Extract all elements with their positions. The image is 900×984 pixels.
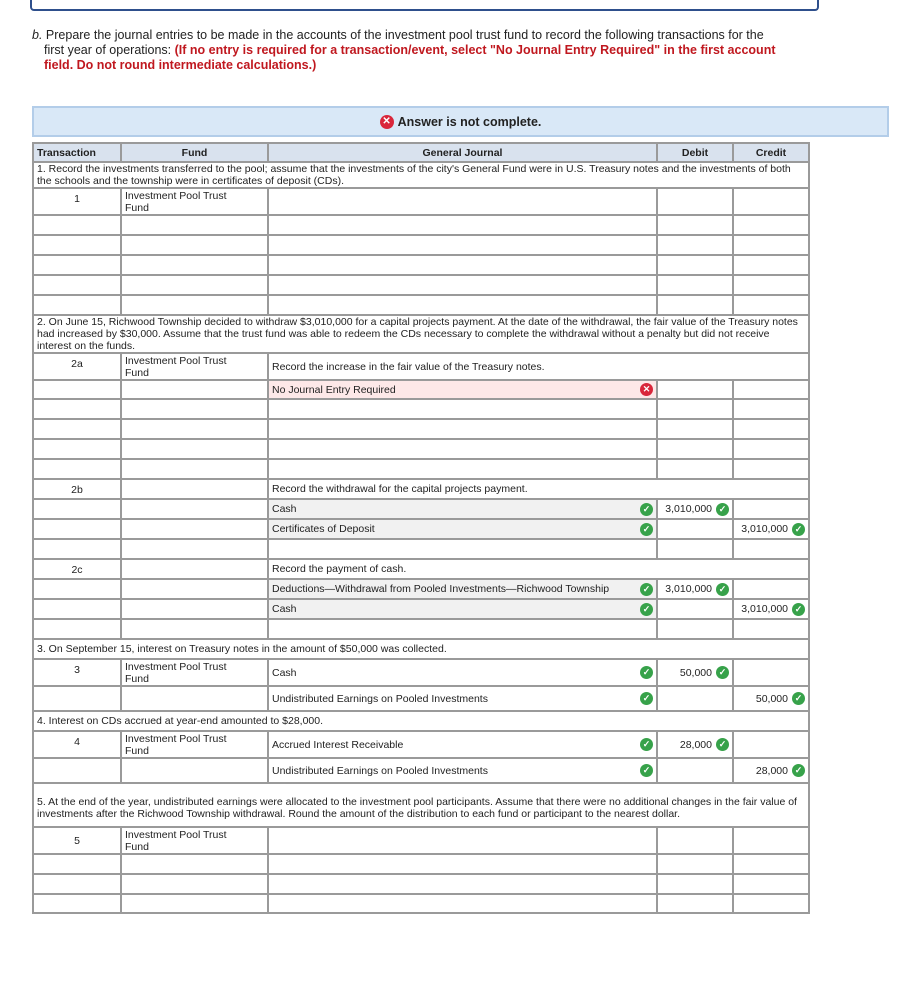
previous-panel-frame bbox=[30, 0, 819, 11]
account-input[interactable] bbox=[268, 188, 657, 215]
account-input[interactable] bbox=[268, 399, 657, 419]
debit-input[interactable] bbox=[657, 255, 733, 275]
entry-note: Record the payment of cash. bbox=[268, 559, 809, 579]
table-row bbox=[33, 399, 809, 419]
table-row bbox=[33, 731, 809, 758]
debit-input[interactable] bbox=[657, 459, 733, 479]
account-input[interactable] bbox=[268, 439, 657, 459]
account-value: Certificates of Deposit bbox=[272, 523, 375, 535]
account-value: Accrued Interest Receivable bbox=[272, 738, 404, 751]
transaction-2-description: 2. On June 15, Richwood Township decided to withdraw $3,010,000 for a capital projects payment. At the date of the withdrawal, the fair value of the Treasury notes had increased by $30,000. Assume that the trust fund was able to redeem the CDs necessary to complete the withdrawal without a penalty but did not receive interest on the funds. bbox=[33, 315, 809, 353]
account-input[interactable] bbox=[268, 827, 657, 854]
credit-input[interactable] bbox=[733, 419, 809, 439]
account-input[interactable] bbox=[268, 419, 657, 439]
debit-input[interactable] bbox=[657, 599, 733, 619]
debit-input[interactable] bbox=[657, 499, 733, 519]
table-row bbox=[33, 419, 809, 439]
fund-name-line2: Fund bbox=[125, 673, 149, 685]
credit-input[interactable] bbox=[733, 439, 809, 459]
credit-input[interactable] bbox=[733, 894, 809, 913]
table-row bbox=[33, 439, 809, 459]
account-input[interactable] bbox=[268, 758, 657, 783]
transaction-3-description-row bbox=[33, 639, 809, 659]
check-icon: ✓ bbox=[792, 692, 805, 705]
table-row bbox=[33, 353, 809, 380]
debit-input[interactable] bbox=[657, 519, 733, 539]
debit-value: 3,010,000 bbox=[665, 503, 712, 515]
entry-note: Record the increase in the fair value of the Treasury notes. bbox=[268, 353, 809, 380]
debit-input[interactable] bbox=[657, 686, 733, 711]
answer-status-banner bbox=[32, 106, 889, 137]
transaction-1-description: 1. Record the investments transferred to the pool; assume that the investments of the city's General Fund were in U.S. Treasury notes and the investments of both the schools and the township were in certificates of deposit (CDs). bbox=[33, 162, 809, 188]
debit-value: 50,000 bbox=[679, 666, 712, 679]
credit-input[interactable] bbox=[733, 686, 809, 711]
account-input[interactable] bbox=[268, 619, 657, 639]
transaction-5-description: 5. At the end of the year, undistributed earnings were allocated to the investment pool participants. Assume that there were no additional changes in the fair value of investments after the Richwood Township withdrawal. Round the amount of the distribution to each fund or participant to the nearest dollar. bbox=[33, 783, 809, 827]
account-input[interactable] bbox=[268, 539, 657, 559]
table-row bbox=[33, 619, 809, 639]
table-row bbox=[33, 579, 809, 599]
x-circle-icon: ✕ bbox=[380, 115, 394, 129]
debit-input[interactable] bbox=[657, 659, 733, 686]
debit-input[interactable] bbox=[657, 731, 733, 758]
header-transaction: Transaction bbox=[33, 143, 121, 162]
check-icon: ✓ bbox=[640, 666, 653, 679]
fund-cell bbox=[121, 827, 268, 854]
credit-input[interactable] bbox=[733, 579, 809, 599]
check-icon: ✓ bbox=[716, 738, 729, 751]
credit-input[interactable] bbox=[733, 519, 809, 539]
transaction-number: 1 bbox=[33, 188, 121, 215]
debit-input[interactable] bbox=[657, 380, 733, 399]
credit-input[interactable] bbox=[733, 275, 809, 295]
debit-input[interactable] bbox=[657, 854, 733, 874]
fund-name-line2: Fund bbox=[125, 841, 149, 853]
table-row bbox=[33, 215, 809, 235]
debit-input[interactable] bbox=[657, 419, 733, 439]
check-icon: ✓ bbox=[640, 523, 653, 536]
transaction-number: 3 bbox=[33, 659, 121, 686]
credit-input[interactable] bbox=[733, 499, 809, 519]
credit-input[interactable] bbox=[733, 380, 809, 399]
transaction-number: 2b bbox=[33, 479, 121, 499]
table-row bbox=[33, 188, 809, 215]
check-icon: ✓ bbox=[640, 764, 653, 777]
account-value: No Journal Entry Required bbox=[272, 383, 396, 396]
account-input[interactable] bbox=[268, 380, 657, 399]
fund-name-line1: Investment Pool Trust bbox=[125, 661, 227, 673]
fund-name-line1: Investment Pool Trust bbox=[125, 190, 227, 202]
fund-cell bbox=[121, 353, 268, 380]
credit-input[interactable] bbox=[733, 295, 809, 315]
credit-value: 28,000 bbox=[755, 764, 788, 777]
entry-note: Record the withdrawal for the capital projects payment. bbox=[268, 479, 809, 499]
fund-name-line2: Fund bbox=[125, 745, 149, 757]
transaction-1-description-row bbox=[33, 162, 809, 188]
credit-input[interactable] bbox=[733, 827, 809, 854]
credit-input[interactable] bbox=[733, 758, 809, 783]
account-value: Cash bbox=[272, 666, 297, 679]
credit-value: 3,010,000 bbox=[741, 603, 788, 615]
account-input[interactable] bbox=[268, 659, 657, 686]
header-fund: Fund bbox=[121, 143, 268, 162]
table-row bbox=[33, 827, 809, 854]
debit-input[interactable] bbox=[657, 758, 733, 783]
credit-input[interactable] bbox=[733, 874, 809, 894]
debit-input[interactable] bbox=[657, 874, 733, 894]
account-value: Cash bbox=[272, 503, 297, 515]
debit-input[interactable] bbox=[657, 275, 733, 295]
table-row bbox=[33, 854, 809, 874]
table-row bbox=[33, 686, 809, 711]
fund-name-line1: Investment Pool Trust bbox=[125, 733, 227, 745]
header-general-journal: General Journal bbox=[268, 143, 657, 162]
table-row bbox=[33, 894, 809, 913]
debit-input[interactable] bbox=[657, 894, 733, 913]
account-input[interactable] bbox=[268, 275, 657, 295]
fund-name-line1: Investment Pool Trust bbox=[125, 355, 227, 367]
transaction-number: 2a bbox=[33, 353, 121, 380]
check-icon: ✓ bbox=[640, 503, 653, 516]
table-row bbox=[33, 255, 809, 275]
account-input[interactable] bbox=[268, 854, 657, 874]
instructions-text-2: first year of operations: bbox=[44, 43, 175, 57]
credit-input[interactable] bbox=[733, 255, 809, 275]
debit-input[interactable] bbox=[657, 619, 733, 639]
account-input[interactable] bbox=[268, 499, 657, 519]
check-icon: ✓ bbox=[716, 583, 729, 596]
fund-name-line2: Fund bbox=[125, 202, 149, 214]
transaction-3-description: 3. On September 15, interest on Treasury notes in the amount of $50,000 was collected. bbox=[33, 639, 809, 659]
fund-name-line1: Investment Pool Trust bbox=[125, 829, 227, 841]
transaction-number: 4 bbox=[33, 731, 121, 758]
instructions-warning-1: (If no entry is required for a transaction/event, select "No Journal Entry Required" in the first account bbox=[174, 43, 776, 57]
debit-input[interactable] bbox=[657, 188, 733, 215]
check-icon: ✓ bbox=[640, 692, 653, 705]
account-value: Deductions—Withdrawal from Pooled Investments—Richwood Township bbox=[272, 583, 610, 595]
table-row bbox=[33, 559, 809, 579]
table-row bbox=[33, 659, 809, 686]
account-value: Cash bbox=[272, 603, 297, 615]
credit-input[interactable] bbox=[733, 235, 809, 255]
debit-value: 28,000 bbox=[679, 738, 712, 751]
header-debit: Debit bbox=[657, 143, 733, 162]
check-icon: ✓ bbox=[640, 583, 653, 596]
debit-input[interactable] bbox=[657, 235, 733, 255]
header-credit: Credit bbox=[733, 143, 809, 162]
table-row bbox=[33, 295, 809, 315]
incorrect-icon: ✕ bbox=[640, 383, 653, 396]
account-input[interactable] bbox=[268, 519, 657, 539]
transaction-number: 2c bbox=[33, 559, 121, 579]
debit-input[interactable] bbox=[657, 579, 733, 599]
credit-input[interactable] bbox=[733, 599, 809, 619]
account-input[interactable] bbox=[268, 235, 657, 255]
transaction-2-description-row bbox=[33, 315, 809, 353]
header-row bbox=[33, 143, 809, 162]
credit-input[interactable] bbox=[733, 539, 809, 559]
credit-input[interactable] bbox=[733, 854, 809, 874]
debit-input[interactable] bbox=[657, 539, 733, 559]
instructions-text: Prepare the journal entries to be made in the accounts of the investment pool trust fund to record the following transactions for the bbox=[42, 28, 764, 42]
account-input[interactable] bbox=[268, 686, 657, 711]
check-icon: ✓ bbox=[640, 603, 653, 616]
transaction-number: 5 bbox=[33, 827, 121, 854]
table-row bbox=[33, 459, 809, 479]
credit-input[interactable] bbox=[733, 399, 809, 419]
credit-input[interactable] bbox=[733, 459, 809, 479]
credit-value: 50,000 bbox=[755, 692, 788, 705]
table-row bbox=[33, 235, 809, 255]
credit-input[interactable] bbox=[733, 215, 809, 235]
table-row bbox=[33, 499, 809, 519]
table-row bbox=[33, 380, 809, 399]
account-input[interactable] bbox=[268, 295, 657, 315]
table-row bbox=[33, 479, 809, 499]
table-row bbox=[33, 874, 809, 894]
table-row bbox=[33, 275, 809, 295]
table-row bbox=[33, 758, 809, 783]
account-input[interactable] bbox=[268, 255, 657, 275]
fund-cell bbox=[121, 188, 268, 215]
fund-name-line2: Fund bbox=[125, 367, 149, 379]
debit-input[interactable] bbox=[657, 215, 733, 235]
journal-table bbox=[32, 142, 810, 914]
transaction-4-description: 4. Interest on CDs accrued at year-end amounted to $28,000. bbox=[33, 711, 809, 731]
account-input[interactable] bbox=[268, 874, 657, 894]
check-icon: ✓ bbox=[792, 764, 805, 777]
credit-input[interactable] bbox=[733, 731, 809, 758]
account-input[interactable] bbox=[268, 599, 657, 619]
credit-input[interactable] bbox=[733, 619, 809, 639]
instructions bbox=[32, 28, 822, 73]
account-value: Undistributed Earnings on Pooled Investments bbox=[272, 692, 488, 705]
answer-status-text: Answer is not complete. bbox=[397, 114, 542, 129]
account-input[interactable] bbox=[268, 731, 657, 758]
account-input[interactable] bbox=[268, 579, 657, 599]
transaction-4-description-row bbox=[33, 711, 809, 731]
table-row bbox=[33, 519, 809, 539]
account-input[interactable] bbox=[268, 459, 657, 479]
debit-input[interactable] bbox=[657, 399, 733, 419]
credit-value: 3,010,000 bbox=[741, 523, 788, 535]
check-icon: ✓ bbox=[716, 666, 729, 679]
check-icon: ✓ bbox=[640, 738, 653, 751]
table-row bbox=[33, 599, 809, 619]
debit-value: 3,010,000 bbox=[665, 583, 712, 595]
account-input[interactable] bbox=[268, 215, 657, 235]
transaction-5-description-row bbox=[33, 783, 809, 827]
check-icon: ✓ bbox=[792, 603, 805, 616]
table-row bbox=[33, 539, 809, 559]
check-icon: ✓ bbox=[716, 503, 729, 516]
fund-cell bbox=[121, 731, 268, 758]
debit-input[interactable] bbox=[657, 439, 733, 459]
account-input[interactable] bbox=[268, 894, 657, 913]
credit-input[interactable] bbox=[733, 188, 809, 215]
part-label: b. bbox=[32, 28, 43, 42]
credit-input[interactable] bbox=[733, 659, 809, 686]
debit-input[interactable] bbox=[657, 295, 733, 315]
instructions-warning-2: field. Do not round intermediate calculations.) bbox=[44, 58, 317, 72]
fund-cell bbox=[121, 659, 268, 686]
debit-input[interactable] bbox=[657, 827, 733, 854]
check-icon: ✓ bbox=[792, 523, 805, 536]
account-value: Undistributed Earnings on Pooled Investments bbox=[272, 764, 488, 777]
